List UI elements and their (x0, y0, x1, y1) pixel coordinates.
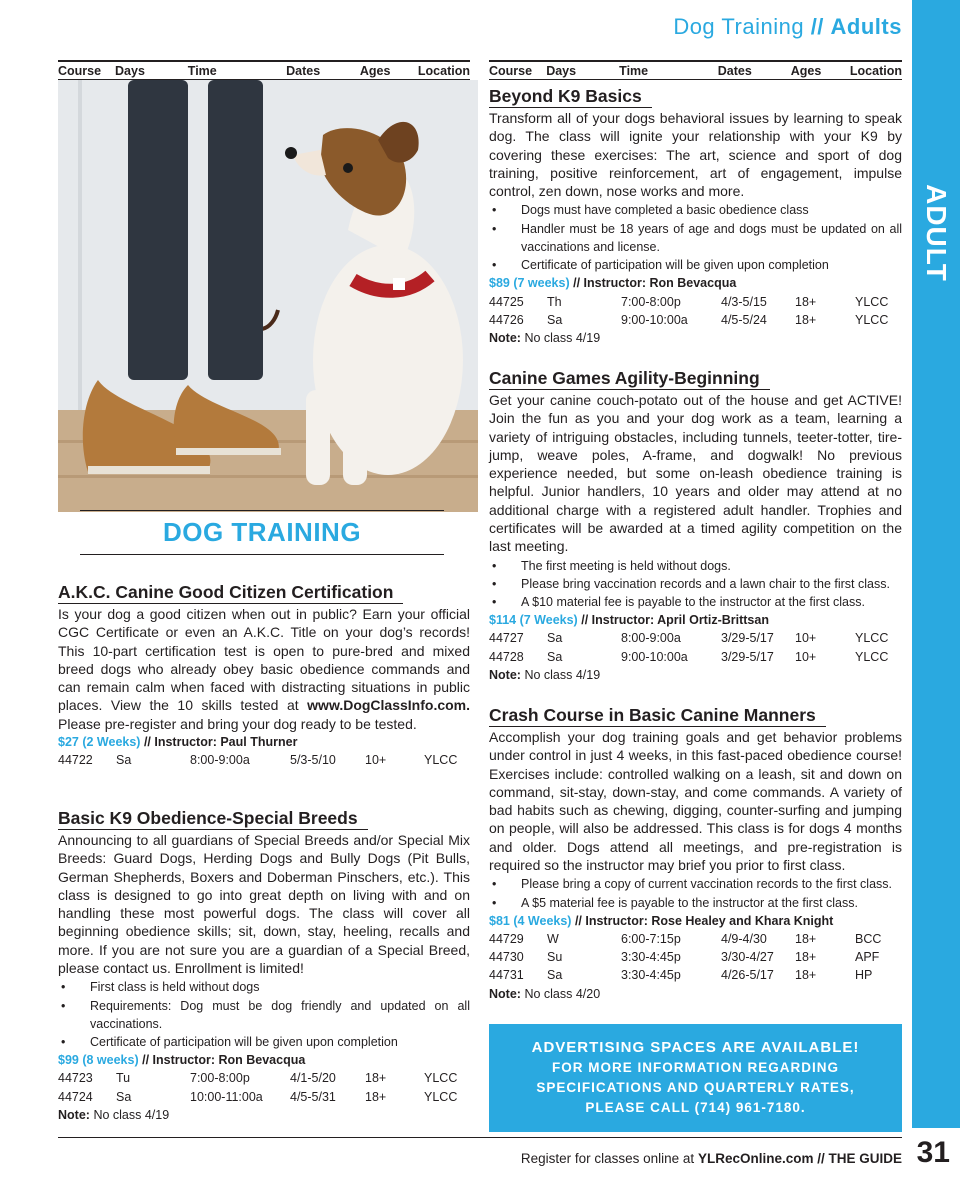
dog-training-photo (58, 80, 478, 512)
course-instructor: // Instructor: April Ortiz-Brittsan (581, 613, 769, 628)
table-row (58, 1069, 457, 1087)
list-item: • Handler must be 18 years of age and dogs must be updated on all vaccinations and license. (489, 220, 902, 256)
course-ages: 10+ (795, 631, 817, 646)
description-text-end: Please pre-register and bring your dog ready to be tested. (58, 715, 417, 732)
course-number: 44724 (58, 1089, 93, 1104)
footer-website-link[interactable]: YLRecOnline.com (697, 1151, 814, 1166)
course-price: $89 (7 weeks) (489, 276, 570, 291)
note-label: Note: (58, 1107, 90, 1122)
course-ages: 18+ (795, 312, 817, 327)
course-days: Sa (116, 753, 132, 768)
course-time: 9:00-10:00a (621, 312, 688, 327)
course-price: $27 (2 Weeks) (58, 735, 141, 750)
course-description: Transform all of your dogs behavioral issues by learning to speak dog. The class will ignite your relationship with your K9 by covering these exercises: The art, science and sport of dog training, positive reinforcement, art of engagement, impulse control, zen down, nose works and more. (489, 110, 902, 200)
course-description: Announcing to all guardians of Special Breeds and/or Special Mix Breeds: Guard Dogs, Herding Dogs and Bully Dogs (Pit Bulls, German Shepherds, Boxers and Doberman Pinschers, etc.). This class is designed to go into great depth on living with and on handling these most powerful dogs. The class will cover all beginning obedience skills; sit, down, stay, heeling, recalls and more. If you are not sure you are a guardian of a Special Breed, please contact us. Enrollment is limited! (58, 832, 470, 977)
course-price-line (489, 912, 902, 930)
course-crash (489, 705, 902, 1003)
course-title: Basic K9 Obedience-Special Breeds (58, 808, 368, 830)
course-price-line (489, 274, 902, 292)
header-section: Dog Training (673, 14, 805, 39)
course-ages: 18+ (795, 968, 817, 983)
course-bullets (58, 978, 470, 1051)
course-location: YLCC (424, 1089, 458, 1104)
course-time: 10:00-11:00a (190, 1089, 263, 1104)
course-location: HP (855, 968, 873, 983)
col-days: Days (546, 63, 577, 78)
course-days: Sa (547, 649, 563, 664)
header-audience: Adults (830, 14, 902, 39)
course-days: Sa (547, 631, 563, 646)
col-ages: Ages (790, 63, 822, 78)
course-price: $99 (8 weeks) (58, 1053, 139, 1068)
course-time: 7:00-8:00p (190, 1071, 250, 1086)
course-instructor: // Instructor: Ron Bevacqua (142, 1053, 306, 1068)
course-number: 44725 (489, 294, 524, 309)
col-course: Course (58, 63, 102, 78)
note-label: Note: (489, 330, 521, 345)
course-dates: 4/3-5/15 (721, 294, 767, 309)
course-beyond-k9 (489, 86, 902, 347)
course-number: 44731 (489, 968, 524, 983)
table-row (58, 1088, 457, 1106)
col-time: Time (619, 63, 649, 78)
course-note (489, 329, 902, 347)
note-label: Note: (489, 667, 521, 682)
right-table-header (489, 60, 902, 80)
col-dates: Dates (717, 63, 752, 78)
list-item: • Please bring a copy of current vaccination records to the first class. (489, 875, 902, 893)
side-tab-label: ADULT (921, 184, 952, 282)
course-time: 3:30-4:45p (621, 968, 681, 983)
page-header (673, 14, 902, 40)
footer (521, 1151, 902, 1166)
course-price-line (58, 733, 470, 751)
schedule-table (489, 930, 881, 985)
course-instructor: // Instructor: Rose Healey and Khara Knight (574, 913, 834, 928)
table-row (489, 948, 881, 966)
course-dates: 3/30-4/27 (721, 950, 774, 965)
course-time: 7:00-8:00p (621, 294, 681, 309)
left-column (58, 60, 470, 80)
col-ages: Ages (359, 63, 391, 78)
table-row (489, 648, 888, 666)
list-item: • The first meeting is held without dogs. (489, 557, 902, 575)
course-ages: 10+ (365, 753, 387, 768)
course-note (489, 666, 902, 684)
col-time: Time (187, 63, 217, 78)
course-time: 6:00-7:15p (621, 931, 681, 946)
course-location: YLCC (855, 631, 889, 646)
course-title: Beyond K9 Basics (489, 86, 652, 108)
course-description: Get your canine couch-potato out of the house and get ACTIVE! Join the fun as you and your dog work as a team, learning a variety of intriguing obstacles, including tunnels, teeter-totter, tire-jump, weave poles, A-frame, and dogwalk! No previous experience needed, but some on-leash obedience training is helpful. Junior handlers, 10 years and older may attend at no additional charge with a registered adult handler. Trophies and certificates will be awarded at a timed agility competition on the last meeting. (489, 392, 902, 555)
left-table-header (58, 60, 470, 80)
course-dates: 4/9-4/30 (721, 931, 767, 946)
col-location: Location (417, 63, 470, 78)
course-dates: 4/5-5/31 (290, 1089, 336, 1104)
list-item: • Please bring vaccination records and a lawn chair to the first class. (489, 575, 902, 593)
note-text: No class 4/19 (524, 667, 601, 682)
ad-phone: PLEASE CALL (714) 961-7180. (585, 1100, 806, 1115)
course-days: Sa (116, 1089, 132, 1104)
course-dates: 4/26-5/17 (721, 968, 774, 983)
side-tab (912, 0, 960, 1128)
list-item: • A $5 material fee is payable to the instructor at the first class. (489, 894, 902, 912)
course-price: $81 (4 Weeks) (489, 913, 572, 928)
note-text: No class 4/19 (524, 330, 601, 345)
course-days: Sa (547, 968, 563, 983)
course-number: 44728 (489, 649, 524, 664)
course-bullets (489, 875, 902, 911)
course-days: Sa (547, 312, 563, 327)
course-akc (58, 582, 470, 769)
website-link[interactable]: www.DogClassInfo.com. (307, 697, 471, 714)
ad-headline: ADVERTISING SPACES ARE AVAILABLE! (531, 1039, 860, 1056)
course-title: A.K.C. Canine Good Citizen Certification (58, 582, 403, 604)
table-row (489, 311, 888, 329)
description-text: Is your dog a good citizen when out in public? Earn your official CGC Certificate or even an A.K.C. Title on your dog’s records! This 10-part certification test is open to pure-bred and mixed breed dogs who already obey basic obedience commands and can remain calm when faced with distracting situations in public places. View the 10 skills tested at (58, 606, 470, 714)
section-title: DOG TRAINING (80, 510, 444, 555)
course-ages: 10+ (795, 649, 817, 664)
col-days: Days (115, 63, 145, 78)
list-item: • Certificate of participation will be given upon completion (489, 256, 902, 274)
course-number: 44723 (58, 1071, 93, 1086)
course-title: Canine Games Agility-Beginning (489, 368, 770, 390)
course-days: W (547, 931, 559, 946)
list-item: • A $10 material fee is payable to the instructor at the first class. (489, 593, 902, 611)
course-special-breeds (58, 808, 470, 1124)
course-dates: 4/1-5/20 (290, 1071, 336, 1086)
course-time: 8:00-9:00a (190, 753, 250, 768)
schedule-table (58, 1069, 457, 1105)
list-item: • Requirements: Dog must be dog friendly and updated on all vaccinations. (58, 997, 470, 1033)
course-instructor: // Instructor: Paul Thurner (143, 735, 298, 750)
ad-line: FOR MORE INFORMATION REGARDING (552, 1060, 839, 1075)
course-ages: 18+ (795, 931, 817, 946)
course-number: 44727 (489, 631, 524, 646)
dog-illustration (58, 80, 478, 512)
schedule-table (489, 293, 888, 329)
course-ages: 18+ (795, 294, 817, 309)
col-dates: Dates (286, 63, 321, 78)
list-item: • Dogs must have completed a basic obedience class (489, 201, 902, 219)
course-price-line (489, 611, 902, 629)
course-dates: 4/5-5/24 (721, 312, 767, 327)
course-note (489, 985, 902, 1003)
list-item: • Certificate of participation will be given upon completion (58, 1033, 470, 1051)
course-description (58, 605, 470, 733)
course-number: 44722 (58, 753, 93, 768)
header-separator: // (810, 14, 824, 39)
course-location: YLCC (855, 312, 889, 327)
course-location: APF (855, 950, 880, 965)
course-location: YLCC (855, 649, 889, 664)
table-row (489, 930, 881, 948)
course-dates: 5/3-5/10 (290, 753, 336, 768)
course-price-line (58, 1051, 470, 1069)
course-ages: 18+ (365, 1071, 387, 1086)
course-number: 44730 (489, 950, 524, 965)
course-dates: 3/29-5/17 (721, 649, 774, 664)
course-time: 3:30-4:45p (621, 950, 681, 965)
advertising-box (489, 1024, 902, 1132)
course-ages: 18+ (365, 1089, 387, 1104)
course-number: 44726 (489, 312, 524, 327)
course-description: Accomplish your dog training goals and get behavior problems under control in just 4 weeks, in this fast-paced obedience course! Exercises include: controlled walking on a leash, sit and down on command, sit-stay, down-stay, and come commands. A variety of bad habits such as chewing, digging, counter-surfing and jumping on people, will also be addressed. This class is for dogs 4 months and older. Dogs attend all meetings, and pre-registration is required so the instructor may brief you prior to first class. (489, 729, 902, 874)
table-row (489, 293, 888, 311)
course-location: YLCC (424, 753, 458, 768)
course-agility (489, 368, 902, 684)
course-days: Su (547, 950, 563, 965)
ad-line: SPECIFICATIONS AND QUARTERLY RATES, (536, 1080, 855, 1095)
note-label: Note: (489, 986, 521, 1001)
course-ages: 18+ (795, 950, 817, 965)
footer-divider (58, 1137, 902, 1138)
table-row (58, 751, 457, 769)
course-location: BCC (855, 931, 882, 946)
course-days: Th (547, 294, 562, 309)
col-course: Course (489, 63, 533, 78)
course-bullets (489, 201, 902, 274)
schedule-table (58, 751, 457, 769)
course-location: YLCC (424, 1071, 458, 1086)
schedule-table (489, 629, 888, 665)
col-location: Location (849, 63, 902, 78)
course-number: 44729 (489, 931, 524, 946)
table-row (489, 629, 888, 647)
course-note (58, 1106, 470, 1124)
note-text: No class 4/20 (524, 986, 601, 1001)
footer-prefix: Register for classes online at (520, 1151, 695, 1166)
course-bullets (489, 557, 902, 612)
course-dates: 3/29-5/17 (721, 631, 774, 646)
footer-guide: // THE GUIDE (817, 1151, 902, 1166)
list-item: • First class is held without dogs (58, 978, 470, 996)
right-column (489, 60, 902, 80)
course-price: $114 (7 Weeks) (489, 613, 578, 628)
course-time: 8:00-9:00a (621, 631, 681, 646)
course-instructor: // Instructor: Ron Bevacqua (573, 276, 737, 291)
page-number: 31 (916, 1136, 950, 1169)
course-days: Tu (116, 1071, 131, 1086)
table-row (489, 966, 881, 984)
course-title: Crash Course in Basic Canine Manners (489, 705, 826, 727)
note-text: No class 4/19 (93, 1107, 170, 1122)
course-location: YLCC (855, 294, 889, 309)
course-time: 9:00-10:00a (621, 649, 688, 664)
